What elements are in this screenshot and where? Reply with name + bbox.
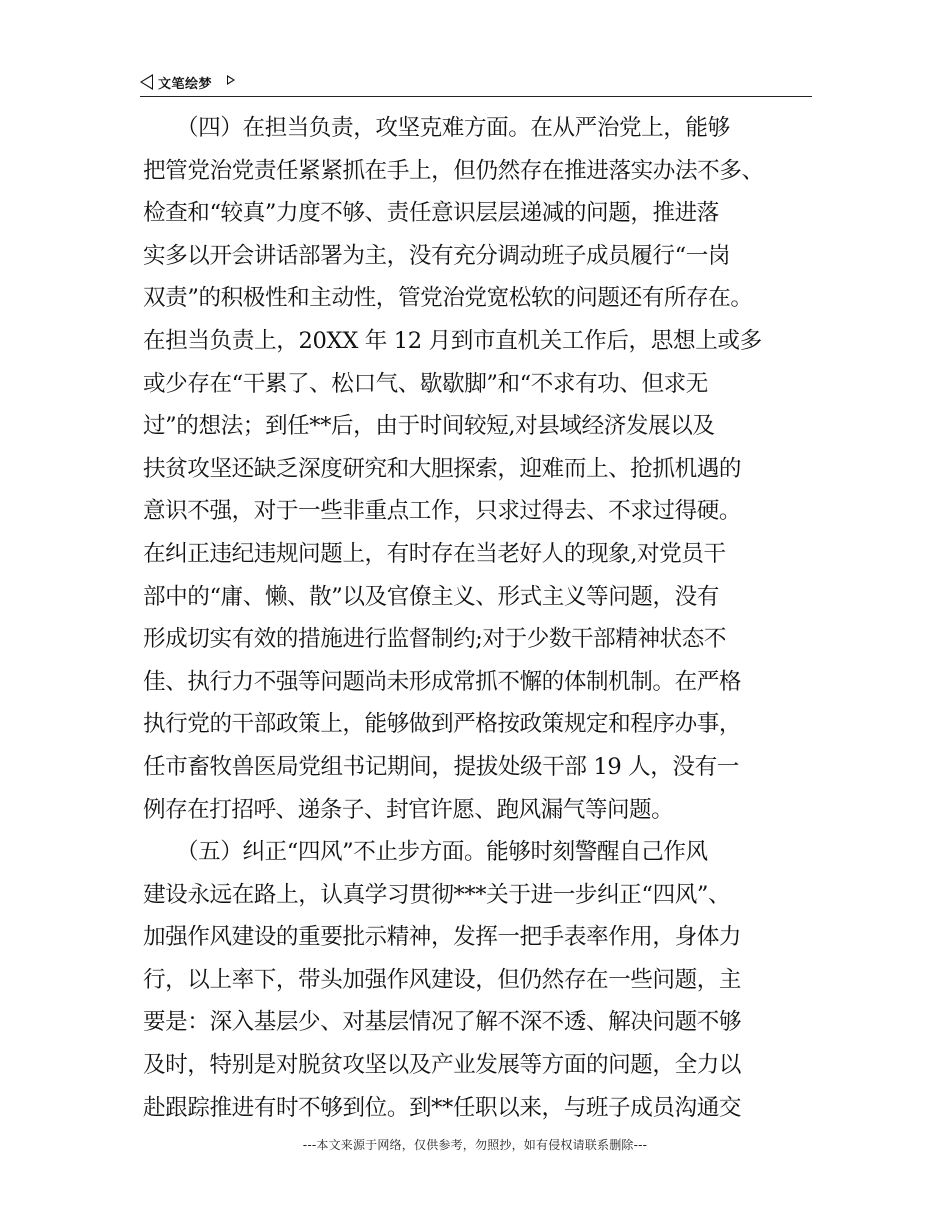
body-line: 把管党治党责任紧紧抓在手上，但仍然存在推进落实办法不多、 [143, 157, 764, 184]
page-header [140, 72, 812, 96]
body-line: （五）纠正“四风”不止步方面。能够时刻警醒自己作风 [143, 839, 708, 866]
body-line: 例存在打招呼、递条子、封官许愿、跑风漏气等问题。 [143, 796, 674, 823]
body-line: 形成切实有效的措施进行监督制约;对于少数干部精神状态不 [143, 626, 727, 653]
body-line: 部中的“庸、懒、散”以及官僚主义、形式主义等问题，没有 [143, 583, 719, 610]
body-line: 加强作风建设的重要批示精神，发挥一把手表率作用，身体力 [143, 924, 742, 951]
body-line: 佳、执行力不强等问题尚未形成常抓不懈的体制机制。在严格 [143, 668, 742, 695]
page-footer: ---本文来源于网络，仅供参考，勿照抄，如有侵权请联系删除--- [302, 1138, 648, 1152]
header-brand: 文笔绘梦 [158, 77, 213, 92]
body-line: 意识不强，对于一些非重点工作，只求过得去、不求过得硬。 [143, 498, 742, 525]
body-line: 双责”的积极性和主动性，管党治党宽松软的问题还有所存在。 [143, 285, 753, 312]
triangle-left-icon [140, 74, 153, 90]
triangle-right-icon [227, 75, 235, 85]
body-line: 执行党的干部政策上，能够做到严格按政策规定和程序办事， [143, 711, 742, 738]
document-body [143, 107, 823, 1129]
body-line: 赴跟踪推进有时不够到位。到**任职以来，与班子成员沟通交 [143, 1094, 742, 1121]
body-line: 在纠正违纪违规问题上，有时存在当老好人的现象,对党员干 [143, 540, 726, 567]
body-line: 在担当负责上，20XX 年 12 月到市直机关工作后，思想上或多 [143, 327, 762, 354]
body-line: 过”的想法；到任**后，由于时间较短,对县域经济发展以及 [143, 413, 715, 440]
body-line: （四）在担当负责，攻坚克难方面。在从严治党上，能够 [143, 115, 730, 141]
body-line: 任市畜牧兽医局党组书记期间，提拔处级干部 19 人，没有一 [143, 753, 739, 780]
body-line: 及时，特别是对脱贫攻坚以及产业发展等方面的问题，全力以 [143, 1052, 742, 1079]
body-line: 或少存在“干累了、松口气、歇歇脚”和“不求有功、但求无 [143, 370, 708, 397]
body-line: 扶贫攻坚还缺乏深度研究和大胆探索，迎难而上、抢抓机遇的 [143, 455, 742, 482]
body-line: 实多以开会讲话部署为主，没有充分调动班子成员履行“一岗 [143, 242, 730, 269]
body-line: 行，以上率下，带头加强作风建设，但仍然存在一些问题，主 [143, 966, 742, 993]
body-line: 要是：深入基层少、对基层情况了解不深不透、解决问题不够 [143, 1009, 742, 1036]
header-divider [140, 96, 812, 97]
body-line: 检查和“较真”力度不够、责任意识层层递减的问题，推进落 [143, 200, 719, 227]
body-line: 建设永远在路上，认真学习贯彻***关于进一步纠正“四风”、 [143, 881, 731, 908]
